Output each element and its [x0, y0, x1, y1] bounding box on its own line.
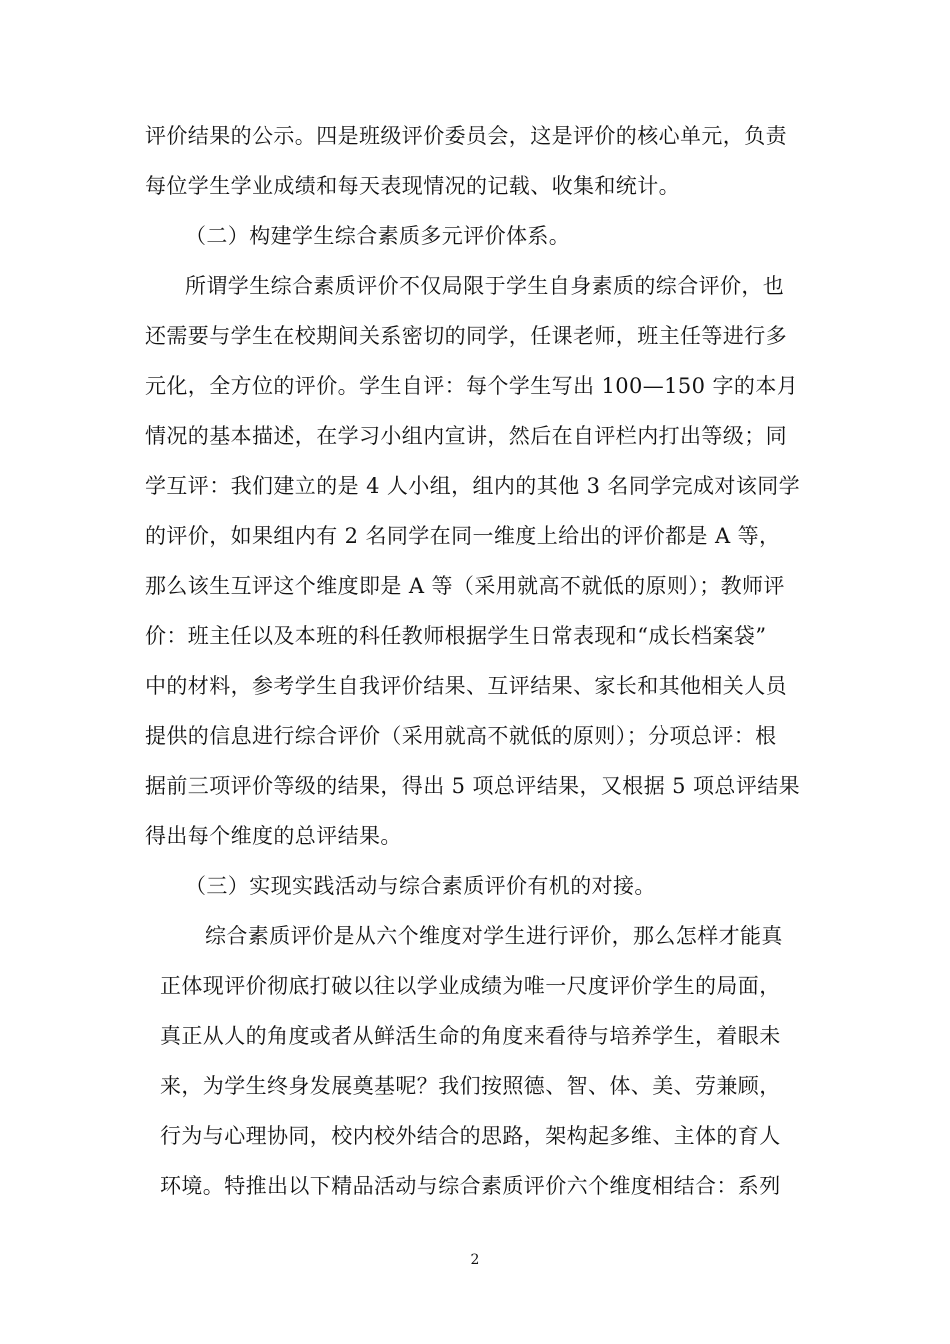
- text-line-4: 所谓学生综合素质评价不仅局限于学生自身素质的综合评价，也: [185, 274, 785, 298]
- text-line-12: 中的材料，参考学生自我评价结果、互评结果、家长和其他相关人员: [145, 674, 787, 698]
- text-line-2: 每位学生学业成绩和每天表现情况的记载、收集和统计。: [145, 174, 680, 198]
- page-number: 2: [470, 1252, 480, 1268]
- text-line-19: 真正从人的角度或者从鲜活生命的角度来看待与培养学生，着眼未: [160, 1024, 781, 1048]
- text-line-7: 情况的基本描述，在学习小组内宣讲，然后在自评栏内打出等级；同: [145, 424, 787, 448]
- section-heading-2: （二）构建学生综合素质多元评价体系。: [185, 224, 571, 248]
- text-line-6: 元化，全方位的评价。学生自评：每个学生写出 100—150 字的本月: [145, 374, 799, 398]
- text-line-8: 学互评：我们建立的是 4 人小组，组内的其他 3 名同学完成对该同学: [145, 474, 801, 498]
- text-line-9: 的评价，如果组内有 2 名同学在同一维度上给出的评价都是 A 等，: [145, 524, 781, 548]
- text-line-13: 提供的信息进行综合评价（采用就高不就低的原则）；分项总评：根: [145, 724, 777, 748]
- text-line-11: 价：班主任以及本班的科任教师根据学生日常表现和“成长档案袋”: [145, 624, 767, 648]
- text-line-15: 得出每个维度的总评结果。: [145, 824, 402, 848]
- text-line-22: 环境。特推出以下精品活动与综合素质评价六个维度相结合：系列: [160, 1174, 781, 1198]
- text-line-1: 评价结果的公示。四是班级评价委员会，这是评价的核心单元，负责: [145, 124, 787, 148]
- text-line-10: 那么该生互评这个维度即是 A 等（采用就高不就低的原则）；教师评: [145, 574, 785, 598]
- text-line-17: 综合素质评价是从六个维度对学生进行评价，那么怎样才能真: [205, 924, 783, 948]
- text-line-21: 行为与心理协同，校内校外结合的思路，架构起多维、主体的育人: [160, 1124, 781, 1148]
- text-line-5: 还需要与学生在校期间关系密切的同学，任课老师，班主任等进行多: [145, 324, 787, 348]
- section-heading-3: （三）实现实践活动与综合素质评价有机的对接。: [185, 874, 656, 898]
- text-line-20: 来，为学生终身发展奠基呢？我们按照德、智、体、美、劳兼顾，: [160, 1074, 781, 1098]
- text-line-14: 据前三项评价等级的结果，得出 5 项总评结果，又根据 5 项总评结果: [145, 774, 801, 798]
- text-line-18: 正体现评价彻底打破以往以学业成绩为唯一尺度评价学生的局面，: [160, 974, 781, 998]
